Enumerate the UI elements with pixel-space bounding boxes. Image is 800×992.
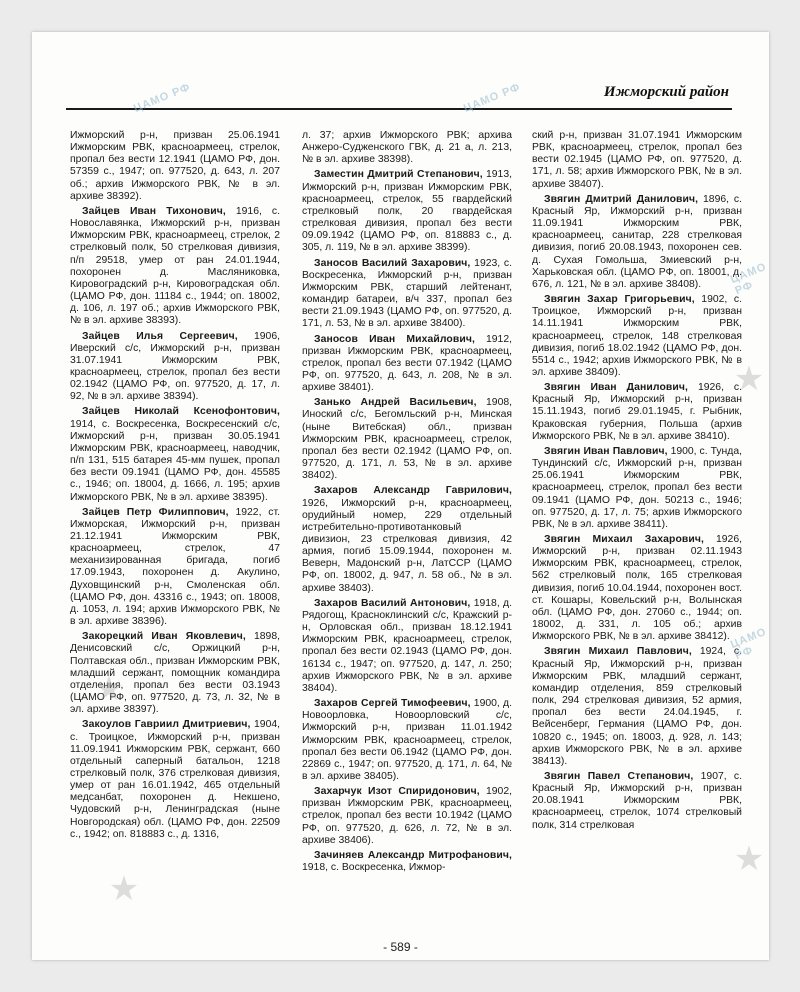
watermark-star-icon: ★ [93, 670, 125, 708]
record-text: 1912, призван Ижморским РВК, красноармеец, стрелок, пропал без вести 07.1942 (ЦАМО РФ, оп. 977520, д. 643, л. 208, № в эл. архиве 38401). [302, 333, 512, 394]
record-text: 1926, Ижморский р-н, красноармеец, орудийный номер, 229 отдельный истребительно-противотанковый дивизион, 23 стрелковая дивизия, 42 армия, погиб 15.09.1944, похоронен м. Веверн, Мадонский р-н, ЛатССР (ЦАМО РФ, оп. 18002, д. 947, л. 58 об., № в эл. архиве 38403). [302, 497, 512, 594]
header-rule [66, 108, 732, 110]
record-entry [70, 331, 280, 404]
person-name: Захарчук Изот Спиридонович, [314, 786, 480, 798]
record-entry [302, 169, 512, 254]
person-name: Заносов Иван Михайлович, [314, 333, 475, 345]
record-entry [532, 446, 742, 531]
watermark-stamp: ЦАМО РФ [728, 625, 769, 663]
record-text: 1906, Иверский с/с, Ижморский р-н, призван 31.07.1941 Ижморским РВК, красноармеец, стрелок, пропал без вести 02.1942 (ЦАМО РФ, оп. 977520, д. 17, л. 92, № в эл. архиве 38394). [70, 330, 280, 403]
record-entry [532, 294, 742, 379]
watermark-stamp: ЦАМО РФ [728, 260, 769, 298]
record-text: 1913, Ижморский р-н, призван Ижморским РВК, красноармеец, стрелок, 55 гвардейский стрелковый полк, 20 гвардейская стрелковая дивизия, пропал без вести 09.09.1942 (ЦАМО РФ, оп. 818883 с., д. 305, л. 119, № в эл. архиве 38399). [302, 169, 512, 254]
person-name: Захаров Александр Гаврилович, [314, 485, 512, 497]
record-entry [302, 334, 512, 395]
person-name: Зайцев Илья Сергеевич, [82, 330, 238, 342]
record-text: 1918, д. Рядогощ, Красноклинский с/с, Кражский р-н, Орловская обл., призван 18.12.1941 Ижморским РВК, красноармеец, стрелок, пропал без вести 02.1943 (ЦАМО РФ, дон. 16134 с., 1947; оп. 977520, д. 147, л. 250; архив Ижморского РВК, № в эл. архиве 38404). [302, 597, 512, 694]
record-entry [302, 786, 512, 847]
page-header-title: Ижморский район [603, 84, 729, 100]
person-name: Закоулов Гавриил Дмитриевич, [82, 719, 251, 731]
page-number: - 589 - [383, 940, 418, 954]
person-name: Звягин Иван Павлович, [544, 445, 668, 457]
watermark-star-icon: ★ [733, 840, 765, 878]
record-text: 1916, с. Новославянка, Ижморский р-н, призван Ижморским РВК, красноармеец, стрелок, 2 стрелковый полк, 50 стрелковая дивизия, п/п 29518, умер от ран 24.01.1944, похоронен д. Масляниковка, Кировоградский р-н, Кировоградская обл. (ЦАМО РФ, дон. 11184 с., 1944; оп. 18002, д. 106, л. 197 об.; архив Ижморского РВК, № в эл. архиве 38393). [70, 205, 280, 327]
person-name: Звягин Павел Степанович, [544, 770, 694, 782]
record-text: 1922, ст. Ижморская, Ижморский р-н, призван 21.12.1941 Ижморским РВК, красноармеец, стрелок, 47 механизированная бригада, погиб 17.09.1943, похоронен д. Акулино, Духовщинский р-н, Смоленская обл. (ЦАМО РФ, дон. 43316 с., 1943; оп. 18008, д. 1053, л. 194; архив Ижморского РВК, № в эл. архиве 38396). [70, 506, 280, 628]
person-name: Захаров Василий Антонович, [314, 597, 471, 609]
record-text: 1900, с. Тунда, Тундинский с/с, Ижморский р-н, призван 25.06.1941 Ижморским РВК, красноармеец, стрелок, пропал без вести 09.1941 (ЦАМО РФ, дон. 50213 с., 1946; оп. 977520, д. 17, л. 75; архив Ижморского РВК, № в эл. архиве 38411). [532, 445, 742, 530]
record-entry [532, 194, 742, 291]
record-entry [70, 406, 280, 503]
record-entry [302, 850, 512, 874]
record-entry [70, 719, 280, 841]
watermark-star-icon: ★ [733, 360, 765, 398]
text-column-3 [532, 130, 742, 920]
record-text: 1918, с. Воскресенка, Ижмор- [302, 862, 446, 874]
record-entry [302, 485, 512, 594]
person-name: Заместин Дмитрий Степанович, [314, 169, 483, 181]
person-name: Закорецкий Иван Яковлевич, [82, 631, 246, 643]
record-text: 1896, с. Красный Яр, Ижморский р-н, призван 11.09.1941 Ижморским РВК, красноармеец, санитар, 228 стрелковая дивизия, погиб 20.08.1943, похоронен сев. д. Сухая Гомольша, Змиевский р-н, Харьковская обл. (ЦАМО РФ, оп. 18001, д. 676, л. 121, № в эл. архиве 38408). [532, 193, 742, 290]
watermark-stamp: ЦАМО РФ [461, 81, 523, 115]
record-text: 1902, призван Ижморским РВК, красноармеец, стрелок, пропал без вести 10.1942 (ЦАМО РФ, оп. 977520, д. 626, л. 72, № в эл. архиве 38406). [302, 786, 512, 846]
record-entry [70, 507, 280, 629]
record-entry [302, 397, 512, 482]
record-entry [302, 698, 512, 783]
record-entry [302, 258, 512, 331]
text-column-2 [302, 130, 512, 920]
record-entry [70, 130, 280, 203]
record-text: 1926, с. Красный Яр, Ижморский р-н, призван 15.11.1943, погиб 29.01.1945, г. Рыбник, Краковская губерния, Польша (архив Ижморского РВК, № в эл. архиве 38410). [532, 382, 742, 442]
record-text: 1924, с. Красный Яр, Ижморский р-н, призван Ижморским РВК, младший сержант, командир отделения, 859 стрелковый полк, 294 стрелковая дивизия, 52 армия, пропал без вести 24.04.1945, г. Вейсенберг, Германия (ЦАМО РФ, дон. 10820 с., 1945; оп. 18003, д. 928, л. 143; архив Ижморского РВК, № в эл. архиве 38413). [532, 646, 742, 767]
watermark-stamp: ЦАМО РФ [131, 81, 193, 115]
watermark-star-icon: ★ [108, 870, 140, 908]
person-name: Занько Андрей Васильевич, [314, 397, 477, 409]
person-name: Зайцев Петр Филиппович, [82, 506, 229, 518]
text-column-1 [70, 130, 280, 920]
record-text: л. 37; архив Ижморского РВК; архива Анжеро-Судженского ГВК, д. 21 а, л. 213, № в эл. архиве 38398). [302, 130, 512, 166]
record-text: 1907, с. Красный Яр, Ижморский р-н, призван 20.08.1941 Ижморским РВК, красноармеец, стрелок, 1074 стрелковый полк, 314 стрелковая [532, 770, 742, 831]
record-entry [70, 206, 280, 328]
person-name: Звягин Захар Григорьевич, [544, 294, 695, 306]
record-text: 1902, с. Троицкое, Ижморский р-н, призван 14.11.1941 Ижморским РВК, красноармеец, стрелок, 148 стрелковая дивизия, погиб 18.02.1942 (ЦАМО РФ, дон. 5514 с., 1942; архив Ижморского РВК, № в эл. архиве 38409). [532, 294, 742, 378]
record-entry [532, 646, 742, 768]
record-entry [532, 771, 742, 832]
record-text: ский р-н, призван 31.07.1941 Ижморским РВК, красноармеец, стрелок, пропал без вести 02.1945 (ЦАМО РФ, оп. 977520, д. 171, л. 58; архив Ижморского РВК, № в эл. архиве 38407). [532, 130, 742, 190]
person-name: Зайцев Николай Ксенофонтович, [82, 406, 280, 418]
record-text: 1926, Ижморский р-н, призван 02.11.1943 Ижморским РВК, красноармеец, стрелок, 562 стрелковый полк, 165 стрелковая дивизия, погиб 10.04.1944, похоронен вост. ст. Кошары, Ковельский р-н, Волынская обл. (ЦАМО РФ, дон. 27060 с., 1944; оп. 18002, д. 331, л. 105 об.; архив Ижморского РВК, № в эл. архиве 38412). [532, 534, 742, 643]
record-entry [532, 534, 742, 643]
person-name: Зачиняев Александр Митрофанович, [314, 849, 512, 861]
record-entry [302, 130, 512, 166]
record-text: 1904, с. Троицкое, Ижморский р-н, призван 11.09.1941 Ижморским РВК, сержант, 660 отдельный саперный батальон, 1218 стрелковый полк, 376 стрелковая дивизия, умер от ран 16.01.1942, 465 отдельный медсанбат, похоронен д. Некшено, Чудовский р-н, Ленинградская (ныне Новгородская) обл. (ЦАМО РФ, дон. 22509 с., 1942; оп. 818883 с., д. 1316, [70, 719, 280, 840]
person-name: Захаров Сергей Тимофеевич, [314, 698, 471, 710]
record-entry [532, 130, 742, 191]
record-text: 1908, Иноский с/с, Бегомльский р-н, Минская (ныне Витебская) обл., призван Ижморским РВК, красноармеец, стрелок, пропал без вести 02.1942 (ЦАМО РФ, оп. 977520, д. 171, л. 53, № в эл. архиве 38402). [302, 397, 512, 482]
person-name: Зайцев Иван Тихонович, [82, 205, 226, 217]
person-name: Звягин Иван Данилович, [544, 382, 689, 394]
record-entry [532, 382, 742, 443]
record-text: 1898, Денисовский с/с, Оржицкий р-н, Полтавская обл., призван Ижморским РВК, младший сержант, помощник командира отделения, пропал без вести 03.1943 (ЦАМО РФ, оп. 977520, д. 73, л. 32, № в эл. архиве 38397). [70, 631, 280, 716]
document-page [32, 32, 769, 960]
person-name: Звягин Михаил Павлович, [544, 646, 692, 658]
person-name: Звягин Дмитрий Данилович, [544, 193, 699, 205]
record-text: Ижморский р-н, призван 25.06.1941 Ижморским РВК, красноармеец, стрелок, пропал без вести 12.1941 (ЦАМО РФ, дон. 57359 с., 1947; оп. 977520, д. 643, л. 207 об.; архив Ижморского РВК, № в эл. архиве 38392). [70, 130, 280, 202]
record-text: 1900, д. Новоорловка, Новоорловский с/с, Ижморский р-н, призван 11.01.1942 Ижморским РВК, красноармеец, стрелок, пропал без вести 06.1942 (ЦАМО РФ, дон. 22869 с., 1947; оп. 977520, д. 171, л. 64, № в эл. архиве 38405). [302, 698, 512, 782]
record-text: 1923, с. Воскресенка, Ижморский р-н, призван Ижморским РВК, старший лейтенант, командир батареи, в/ч 337, пропал без вести 21.09.1943 (ЦАМО РФ, оп. 977520, д. 171, л. 53, № в эл. архиве 38400). [302, 257, 512, 330]
person-name: Заносов Василий Захарович, [314, 257, 471, 269]
record-text: 1914, с. Воскресенка, Воскресенский с/с, Ижморский р-н, призван 30.05.1941 Ижморским РВК, красноармеец, наводчик, п/п 131, 515 батарея 45-мм пушек, пропал без вести 09.1941 (ЦАМО РФ, дон. 45585 с., 1946; оп. 18004, д. 1666, л. 195; архив Ижморского РВК, № в эл. архиве 38395). [70, 418, 280, 503]
person-name: Звягин Михаил Захарович, [544, 534, 705, 545]
record-entry [302, 598, 512, 695]
record-entry [70, 631, 280, 716]
